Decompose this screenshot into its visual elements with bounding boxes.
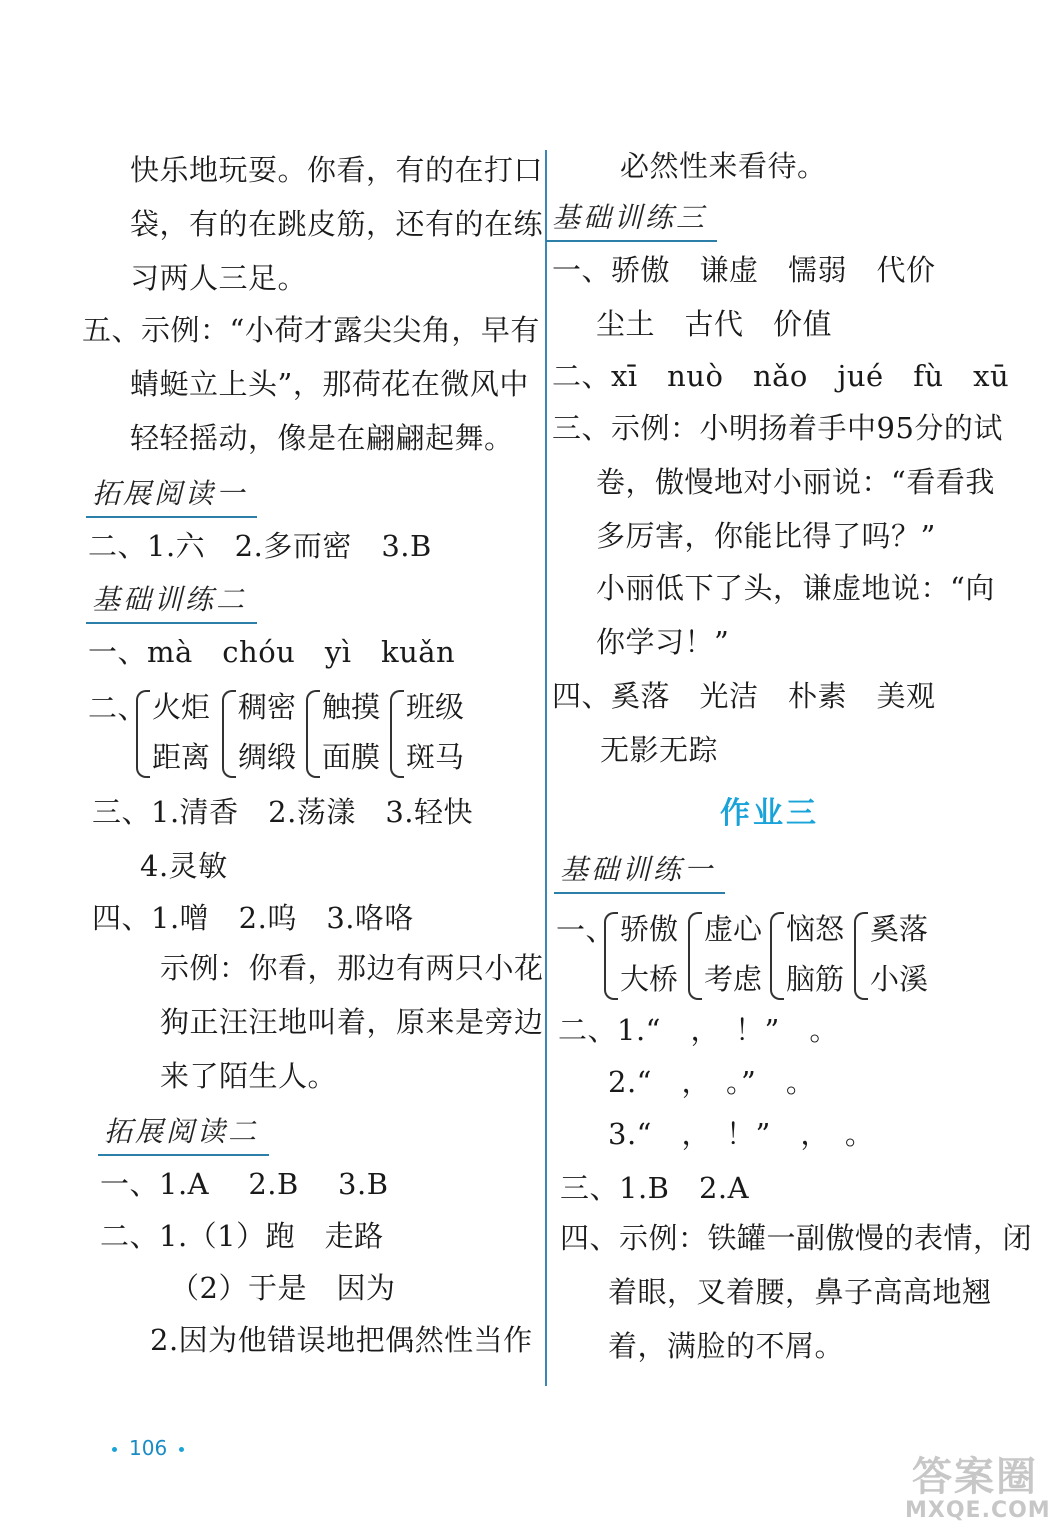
text-line: 着眼，叉着腰，鼻子高高地翘	[608, 1275, 992, 1309]
word-bottom: 绸缎	[238, 740, 297, 774]
word-top: 虚心	[704, 912, 763, 946]
text-line: 必然性来看待。	[620, 149, 827, 183]
word-bottom: 大桥	[620, 962, 679, 996]
text-line: 2.因为他错误地把偶然性当作	[150, 1323, 533, 1357]
word-bottom: 面膜	[322, 740, 381, 774]
text-line: 示例：你看，那边有两只小花	[160, 951, 544, 985]
column-divider	[545, 150, 547, 1386]
text-line: 一、1.A 2.B 3.B	[100, 1167, 389, 1201]
heading-underline	[98, 1154, 269, 1156]
heading-underline	[546, 240, 717, 242]
word-pair	[786, 904, 844, 1004]
word-top: 奚落	[870, 912, 929, 946]
word-bottom: 考虑	[704, 962, 763, 996]
text-line: 快乐地玩耍。你看，有的在打口	[130, 153, 544, 187]
brace-icon	[770, 912, 784, 1000]
brace-icon	[222, 690, 236, 778]
word-top: 火炬	[152, 690, 211, 724]
heading-text: 基础训练二	[92, 583, 248, 616]
text-line: 卷，傲慢地对小丽说：“看看我	[596, 465, 995, 499]
text-line: 小丽低下了头，谦虚地说：“向	[596, 571, 995, 605]
text-line: 2.“ ， 。” 。	[608, 1065, 816, 1099]
word-pair	[322, 682, 380, 782]
watermark-text: 答案圈	[912, 1454, 1038, 1500]
brace-icon	[854, 912, 868, 1000]
text-line: 狗正汪汪地叫着，原来是旁边	[160, 1005, 544, 1039]
brace-icon	[688, 912, 702, 1000]
brace-icon	[604, 912, 618, 1000]
heading-underline	[86, 516, 257, 518]
page-number-text: 106	[129, 1436, 168, 1460]
text-line: 轻轻摇动，像是在翩翩起舞。	[130, 421, 514, 455]
heading-text: 基础训练三	[552, 201, 708, 234]
text-line: 蜻蜓立上头”，那荷花在微风中	[130, 367, 529, 401]
word-top: 骄傲	[620, 912, 679, 946]
word-top: 班级	[406, 690, 465, 724]
text-line: 一、mà chóu yì kuǎn	[88, 635, 456, 669]
text-line: 一、	[556, 913, 616, 947]
text-line: 3.“ ， ！” ， 。	[608, 1117, 875, 1151]
text-line: 二、xī nuò nǎo jué fù xū	[552, 359, 1010, 393]
word-pair	[152, 682, 210, 782]
text-line: （2）于是 因为	[170, 1271, 396, 1305]
text-line: 尘土 古代 价值	[596, 307, 833, 341]
dot-icon	[179, 1447, 184, 1452]
word-top: 触摸	[322, 690, 381, 724]
section-heading	[104, 1114, 259, 1150]
text-line: 无影无踪	[600, 733, 719, 767]
word-pair	[704, 904, 762, 1004]
text-line: 四、奚落 光洁 朴素 美观	[552, 679, 936, 713]
text-line: 来了陌生人。	[160, 1059, 338, 1093]
text-line: 4.灵敏	[140, 849, 228, 883]
text-line: 四、1.噌 2.呜 3.咯咯	[92, 901, 415, 935]
text-line: 一、骄傲 谦虚 懦弱 代价	[552, 253, 936, 287]
watermark-url: MXQE.COM	[905, 1498, 1051, 1523]
text-line: 三、1.B 2.A	[560, 1171, 750, 1205]
brace-icon	[390, 690, 404, 778]
heading-text: 拓展阅读二	[104, 1115, 260, 1148]
text-line: 三、1.清香 2.荡漾 3.轻快	[92, 795, 474, 829]
section-heading	[552, 200, 707, 236]
site-watermark	[905, 1445, 1051, 1530]
section-heading	[92, 476, 247, 512]
text-line: 二、1.六 2.多而密 3.B	[88, 529, 432, 563]
text-line: 习两人三足。	[130, 261, 308, 295]
brace-icon	[136, 690, 150, 778]
text-line: 五、示例：“小荷才露尖尖角，早有	[82, 313, 540, 347]
section-heading	[92, 582, 247, 618]
word-bottom: 小溪	[870, 962, 929, 996]
page-number	[100, 1436, 196, 1460]
word-bottom: 距离	[152, 740, 211, 774]
word-top: 稠密	[238, 690, 297, 724]
text-line: 你学习！”	[596, 625, 730, 659]
text-line: 二、1.“ ， ！” 。	[558, 1013, 839, 1047]
word-pair	[620, 904, 678, 1004]
text-line: 多厉害，你能比得了吗？”	[596, 519, 936, 553]
word-top: 恼怒	[786, 912, 845, 946]
heading-underline	[554, 892, 725, 894]
section-heading	[560, 852, 715, 888]
text-line: 四、示例：铁罐一副傲慢的表情，闭	[560, 1221, 1033, 1255]
dot-icon	[112, 1447, 117, 1452]
heading-underline	[86, 622, 257, 624]
word-bottom: 脑筋	[786, 962, 845, 996]
text-line: 三、示例：小明扬着手中95分的试	[552, 411, 1003, 445]
heading-text: 拓展阅读一	[92, 477, 248, 510]
word-pair	[406, 682, 464, 782]
text-line: 二、1.（1）跑 走路	[100, 1219, 384, 1253]
word-bottom: 斑马	[406, 740, 465, 774]
brace-icon	[306, 690, 320, 778]
text-line: 袋，有的在跳皮筋，还有的在练	[130, 207, 544, 241]
word-pair	[238, 682, 296, 782]
text-line: 着，满脸的不屑。	[608, 1329, 845, 1363]
text-line: 二、	[88, 691, 148, 725]
assignment-title: 作业三	[720, 796, 819, 831]
word-pair	[870, 904, 928, 1004]
heading-text: 基础训练一	[560, 853, 716, 886]
